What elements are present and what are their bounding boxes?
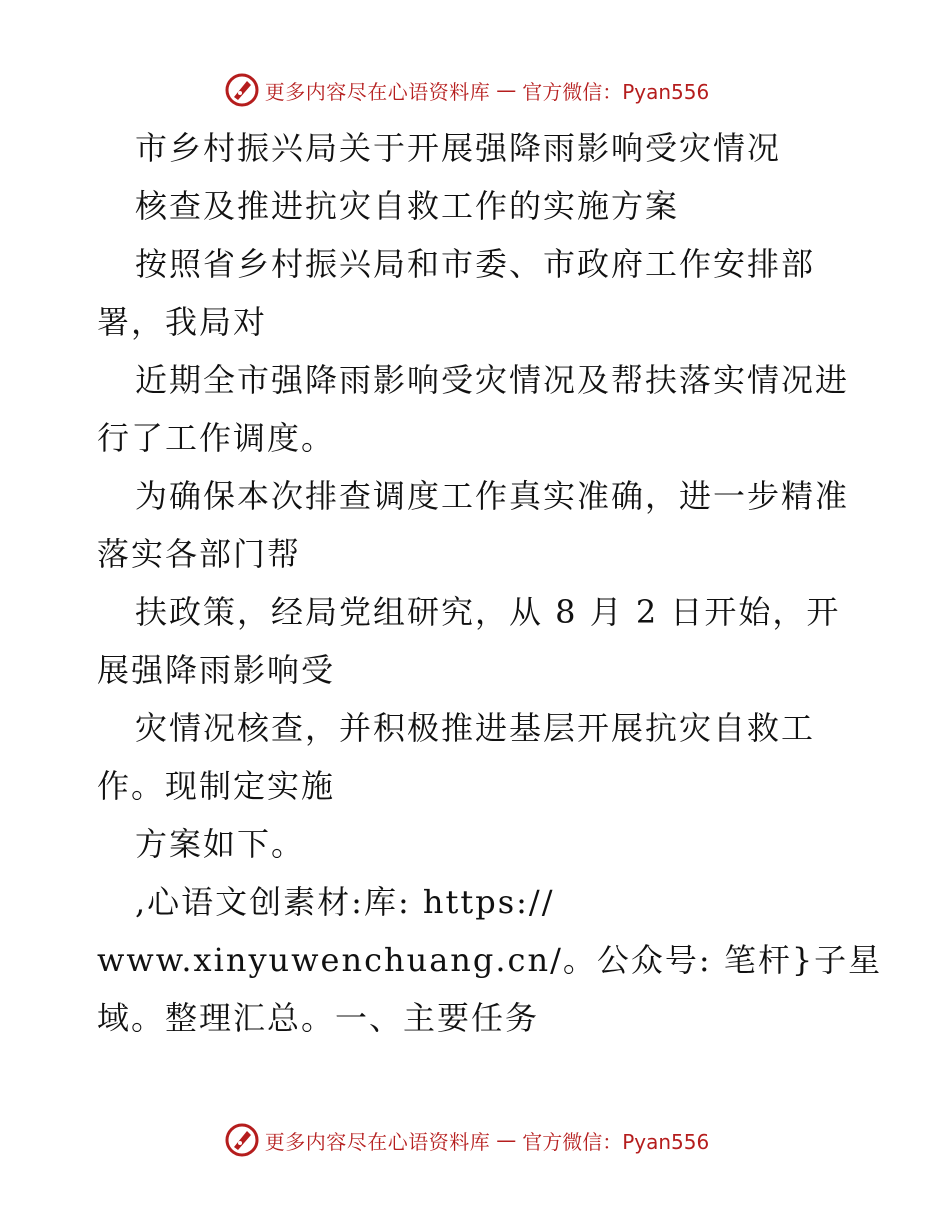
paragraph-3-line-2: 落实各部门帮 — [97, 535, 302, 573]
paragraph-4-line-2: 展强降雨影响受 — [97, 651, 336, 689]
title-line-1: 市乡村振兴局关于开展强降雨影响受灾情况 — [135, 129, 782, 167]
paragraph-2-line-1: 近期全市强降雨影响受灾情况及帮扶落实情况进 — [135, 361, 850, 399]
paragraph-5-line-1: 灾情况核查，并积极推进基层开展抗灾自救工 — [135, 709, 816, 747]
footer-banner-inner — [225, 1123, 710, 1157]
paragraph-7-line-3: 域。整理汇总。一、主要任务 — [97, 999, 540, 1037]
footer-banner — [0, 1120, 950, 1160]
paragraph-1-line-1: 按照省乡村振兴局和市委、市政府工作安排部 — [135, 245, 816, 283]
banner-wechat: 官方微信：Pyan556 — [522, 79, 710, 104]
paragraph-6-line-1: 方案如下。 — [135, 825, 306, 863]
banner-dash: — — [496, 78, 517, 102]
paragraph-7-line-1: ,心语文创素材:库: https:// — [135, 883, 555, 921]
pen-nib-logo-icon — [225, 1123, 259, 1157]
paragraph-4-line-1: 扶政策，经局党组研究，从 8 月 2 日开始，开 — [135, 593, 841, 631]
paragraph-7-line-2: www.xinyuwenchuang.cn/。公众号: 笔杆}子星 — [97, 941, 883, 979]
banner-text: 更多内容尽在心语资料库 — [264, 1129, 491, 1154]
paragraph-3-line-1: 为确保本次排查调度工作真实准确，进一步精准 — [135, 477, 850, 515]
paragraph-5-line-2: 作。现制定实施 — [97, 767, 336, 805]
paragraph-1-line-2: 署，我局对 — [97, 303, 268, 341]
banner-wechat: 官方微信：Pyan556 — [522, 1129, 710, 1154]
paragraph-2-line-2: 行了工作调度。 — [97, 419, 336, 457]
banner-text: 更多内容尽在心语资料库 — [264, 79, 491, 104]
banner-dash: — — [496, 1128, 517, 1152]
title-line-2: 核查及推进抗灾自救工作的实施方案 — [135, 187, 680, 225]
